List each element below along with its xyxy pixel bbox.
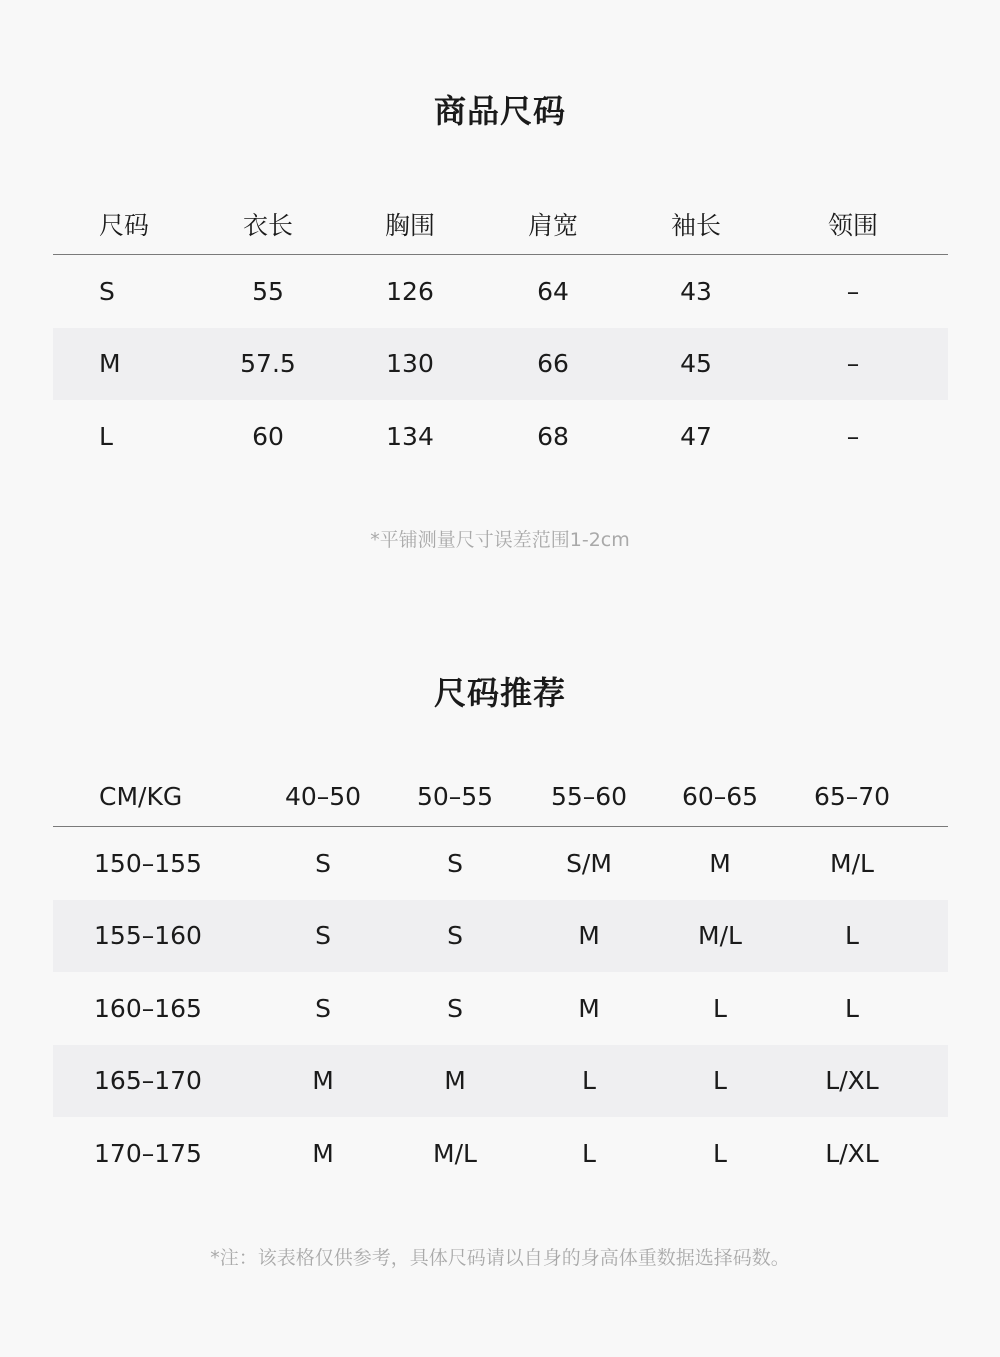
size-table	[53, 194, 948, 473]
collar-cell: –	[846, 421, 860, 451]
size-cell: S	[447, 921, 463, 951]
header-cell-sleeve: 袖长	[670, 211, 721, 240]
size-cell: L	[582, 1138, 596, 1168]
recommend-table	[53, 766, 948, 1190]
height-cell: 160–165	[94, 993, 202, 1023]
shoulder-cell: 66	[537, 349, 569, 379]
size-table-header	[53, 194, 948, 255]
header-cell-chest: 胸围	[384, 211, 435, 240]
collar-cell: –	[846, 349, 860, 379]
size-cell: S	[315, 921, 331, 951]
size-cell: L/XL	[825, 1138, 879, 1168]
recommend-table-header	[53, 766, 948, 827]
size-cell: M	[312, 1066, 334, 1096]
header-cell-height-weight: CM/KG	[99, 781, 183, 811]
size-cell: M	[709, 848, 731, 878]
table-row	[53, 328, 948, 401]
chest-cell: 134	[386, 421, 434, 451]
sleeve-cell: 43	[680, 276, 712, 306]
size-cell: M	[312, 1138, 334, 1168]
size-table-title: 商品尺码	[433, 92, 566, 130]
size-cell: M/L	[830, 848, 874, 878]
table-row	[53, 972, 948, 1045]
size-cell: M	[578, 993, 600, 1023]
size-cell: S	[99, 276, 115, 306]
size-cell: M	[99, 349, 121, 379]
table-row	[53, 400, 948, 473]
size-cell: L	[99, 421, 113, 451]
height-cell: 170–175	[94, 1138, 202, 1168]
recommend-table-note: *注：该表格仅供参考，具体尺码请以自身的身高体重数据选择码数。	[210, 1247, 790, 1269]
size-cell: S	[447, 993, 463, 1023]
header-cell-collar: 领围	[827, 211, 878, 240]
table-row	[53, 900, 948, 973]
size-cell: L	[713, 1066, 727, 1096]
size-table-note: *平铺测量尺寸误差范围1-2cm	[370, 529, 630, 551]
length-cell: 60	[252, 421, 284, 451]
size-cell: M	[444, 1066, 466, 1096]
size-cell: M	[578, 921, 600, 951]
table-row	[53, 827, 948, 900]
size-cell: M/L	[433, 1138, 477, 1168]
size-cell: S	[447, 848, 463, 878]
height-cell: 155–160	[94, 921, 202, 951]
size-cell: S	[315, 993, 331, 1023]
header-cell-shoulder: 肩宽	[527, 211, 578, 240]
collar-cell: –	[846, 276, 860, 306]
table-row	[53, 1045, 948, 1118]
chest-cell: 130	[386, 349, 434, 379]
shoulder-cell: 64	[537, 276, 569, 306]
table-row	[53, 255, 948, 328]
header-cell-weight-range: 55–60	[550, 781, 628, 811]
recommend-table-title: 尺码推荐	[433, 674, 566, 712]
sleeve-cell: 47	[680, 421, 712, 451]
header-cell-length: 衣长	[242, 211, 293, 240]
size-cell: L	[582, 1066, 596, 1096]
size-cell: S/M	[566, 848, 612, 878]
size-cell: M/L	[698, 921, 742, 951]
header-cell-size: 尺码	[99, 211, 150, 240]
header-cell-weight-range: 60–65	[681, 781, 759, 811]
height-cell: 150–155	[94, 848, 202, 878]
length-cell: 57.5	[240, 349, 296, 379]
length-cell: 55	[252, 276, 284, 306]
header-cell-weight-range: 65–70	[813, 781, 891, 811]
header-cell-weight-range: 40–50	[284, 781, 362, 811]
chest-cell: 126	[386, 276, 434, 306]
table-row	[53, 1117, 948, 1190]
size-cell: L	[713, 1138, 727, 1168]
shoulder-cell: 68	[537, 421, 569, 451]
size-cell: L	[845, 921, 859, 951]
size-cell: S	[315, 848, 331, 878]
size-cell: L/XL	[825, 1066, 879, 1096]
height-cell: 165–170	[94, 1066, 202, 1096]
size-cell: L	[713, 993, 727, 1023]
size-cell: L	[845, 993, 859, 1023]
header-cell-weight-range: 50–55	[416, 781, 494, 811]
sleeve-cell: 45	[680, 349, 712, 379]
